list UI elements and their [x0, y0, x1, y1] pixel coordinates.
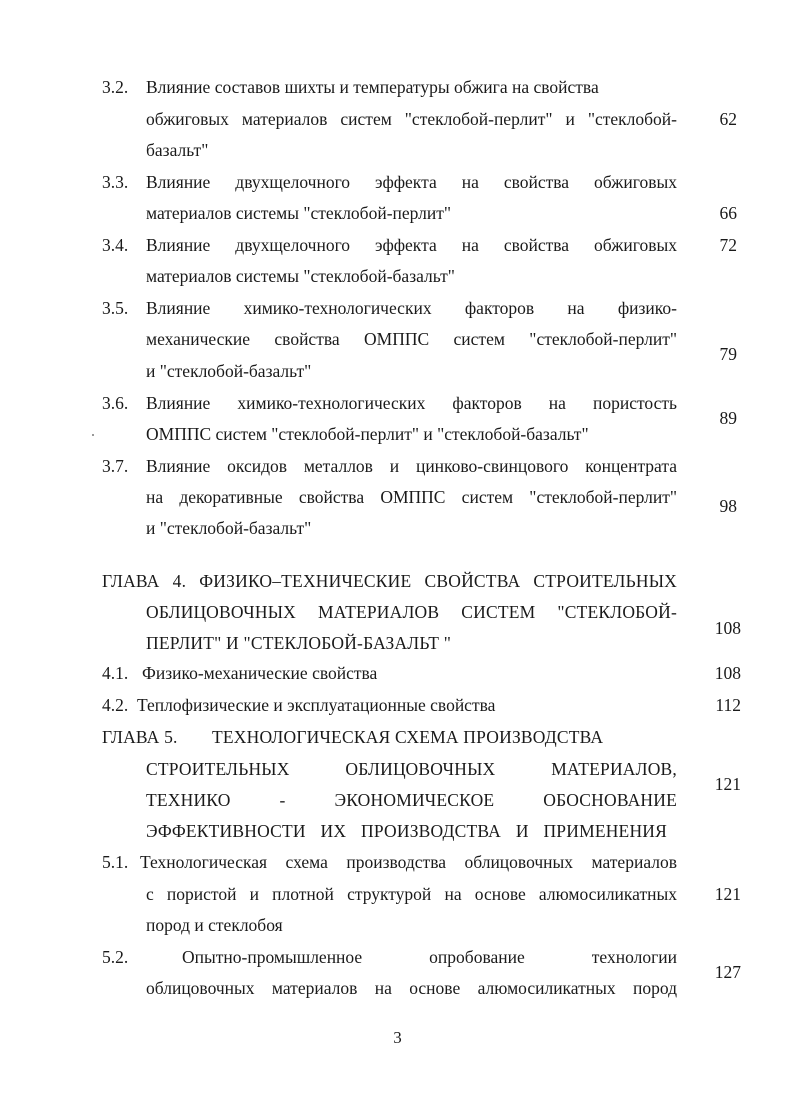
- entry-page: 62: [719, 109, 737, 129]
- entry-page: 72: [719, 235, 737, 255]
- entry-title-line: Влияние двухщелочного эффекта на свойства обжиговых: [146, 235, 677, 255]
- entry-title-line: Влияние химико-технологических факторов на физико-: [146, 298, 677, 318]
- entry-title-line: и "стеклобой-базальт": [146, 518, 312, 538]
- chapter-heading-line: ЭФФЕКТИВНОСТИ ИХ ПРОИЗВОДСТВА И ПРИМЕНЕНИЯ: [146, 821, 667, 841]
- chapter-label: ГЛАВА 5.: [102, 727, 178, 747]
- entry-number: 5.2.: [102, 947, 129, 967]
- entry-number: 4.1.: [102, 663, 129, 683]
- entry-page: 79: [719, 344, 737, 364]
- entry-page: 108: [714, 663, 741, 683]
- chapter-page: 121: [714, 774, 741, 794]
- chapter-heading-line: СТРОИТЕЛЬНЫХ ОБЛИЦОВОЧНЫХ МАТЕРИАЛОВ,: [146, 759, 677, 779]
- chapter-page: 108: [714, 618, 741, 638]
- entry-title-line: материалов системы "стеклобой-перлит": [146, 203, 452, 223]
- entry-title-line: базальт": [146, 140, 209, 160]
- entry-number: 3.7.: [102, 456, 129, 476]
- entry-title-line: Физико-механические свойства: [142, 663, 378, 683]
- scan-speck: [92, 434, 94, 436]
- entry-title-line: материалов системы "стеклобой-базальт": [146, 266, 455, 286]
- page-number: 3: [393, 1028, 402, 1047]
- chapter-heading-line: ПЕРЛИТ" И "СТЕКЛОБОЙ-БАЗАЛЬТ ": [146, 633, 452, 653]
- entry-title-line: и "стеклобой-базальт": [146, 361, 312, 381]
- entry-number: 3.2.: [102, 77, 129, 97]
- entry-page: 127: [714, 962, 741, 982]
- entry-number: 3.5.: [102, 298, 129, 318]
- entry-page: 112: [715, 695, 741, 715]
- entry-page: 66: [719, 203, 737, 223]
- entry-title-line: Опытно-промышленное опробование технологии: [182, 947, 677, 967]
- entry-number: 3.4.: [102, 235, 129, 255]
- entry-title-line: Технологическая схема производства облицовочных материалов: [140, 852, 677, 872]
- chapter-heading-line: ТЕХНОЛОГИЧЕСКАЯ СХЕМА ПРОИЗВОДСТВА: [212, 727, 604, 747]
- entry-title-line: Влияние химико-технологических факторов на пористость: [146, 393, 677, 413]
- entry-title-line: механические свойства ОМППС систем "стеклобой-перлит": [146, 329, 677, 349]
- entry-title-line: облицовочных материалов на основе алюмосиликатных пород: [146, 978, 677, 998]
- entry-title-line: пород и стеклобоя: [146, 915, 283, 935]
- chapter-heading-line: ГЛАВА 4. ФИЗИКО–ТЕХНИЧЕСКИЕ СВОЙСТВА СТРОИТЕЛЬНЫХ: [102, 571, 677, 591]
- entry-title-line: с пористой и плотной структурой на основе алюмосиликатных: [146, 884, 677, 904]
- entry-number: 5.1.: [102, 852, 129, 872]
- entry-page: 89: [719, 408, 737, 428]
- entry-title-line: Теплофизические и эксплуатационные свойства: [137, 695, 496, 715]
- entry-page: 98: [719, 496, 737, 516]
- entry-title-line: Влияние составов шихты и температуры обжига на свойства: [146, 77, 599, 97]
- entry-page: 121: [714, 884, 741, 904]
- entry-number: 3.6.: [102, 393, 129, 413]
- chapter-heading-line: ОБЛИЦОВОЧНЫХ МАТЕРИАЛОВ СИСТЕМ "СТЕКЛОБОЙ-: [146, 602, 677, 622]
- entry-title-line: обжиговых материалов систем "стеклобой-перлит" и "стеклобой-: [146, 109, 677, 129]
- entry-number: 4.2.: [102, 695, 129, 715]
- entry-number: 3.3.: [102, 172, 129, 192]
- entry-title-line: ОМППС систем "стеклобой-перлит" и "стеклобой-базальт": [146, 424, 589, 444]
- chapter-heading-line: ТЕХНИКО - ЭКОНОМИЧЕСКОЕ ОБОСНОВАНИЕ: [146, 790, 677, 810]
- entry-title-line: Влияние оксидов металлов и цинково-свинцового концентрата: [146, 456, 677, 476]
- entry-title-line: Влияние двухщелочного эффекта на свойства обжиговых: [146, 172, 677, 192]
- entry-title-line: на декоративные свойства ОМППС систем "стеклобой-перлит": [146, 487, 677, 507]
